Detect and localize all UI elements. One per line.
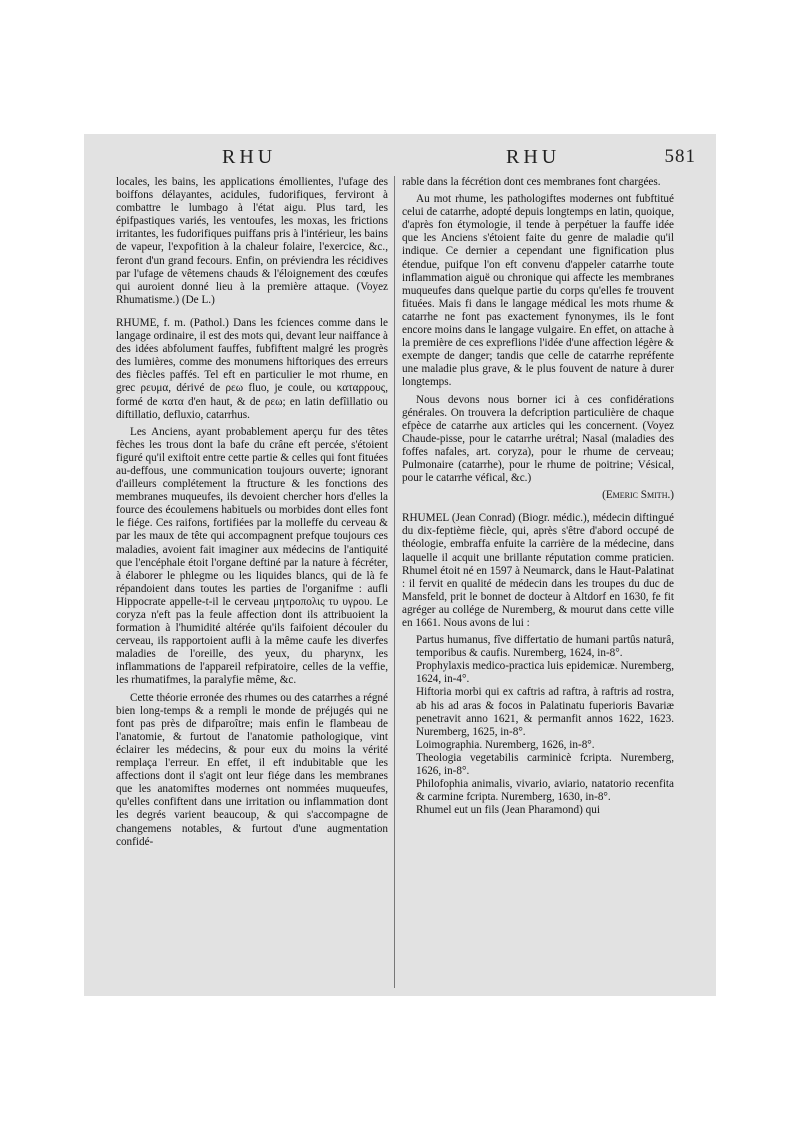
right-paragraph-rhumel-entry: RHUMEL (Jean Conrad) (Biogr. médic.), médecin diftingué du dix-feptième fiècle, qui, après s'être d'abord occupé de théologie, embraffa enfuite la carrière de la médecine, dans laquelle il acquit une brillante réputation comme praticien. Rhumel étoit né en 1597 à Neumarck, dans le Haut-Palatinat : il fervit en qualité de médecin dans les troupes du duc de Mansfeld, prit le bonnet de docteur à Altdorf en 1630, fe fit agréger au collége de Nuremberg, & mourut dans cette ville en 1661. Nous avons de lui : xyxy=(402,512,674,629)
bibliography-entry: Hiftoria morbi qui ex caftris ad raftra, à raftris ad rostra, ab his ad aras & focos in Palatinatu fuperioris Bavariæ penetravit anno 1621, & permanfit annos 1622, 1623. Nuremberg, 1625, in-8°. xyxy=(416,686,674,738)
left-column xyxy=(116,176,388,853)
right-paragraph: rable dans la fécrétion dont ces membranes font chargées. xyxy=(402,176,661,188)
running-header xyxy=(84,146,716,172)
left-paragraph: locales, les bains, les applications émollientes, l'ufage des boiffons délayantes, acidules, fudorifiques, ferviront à combattre le lumbago à l'état aigu. Plus tard, les épifpastiques variés, les ventoufes, les moxas, les frictions irritantes, les fudorifiques puiffans pris à l'intérieur, les bains de vapeur, l'expofition à la chaleur folaire, l'exercice, &c., feront d'un grand fecours. Enfin, on préviendra les récidives par l'ufage de vêtemens chauds & l'éloignement des cœufes qui auroient donné lieu à la première attaque. (Voyez Rhumatisme.) (De L.) xyxy=(116,176,388,306)
bibliography-entry: Theologia vegetabilis carminicè fcripta. Nuremberg, 1626, in-8°. xyxy=(416,751,674,778)
right-column xyxy=(402,176,674,821)
left-paragraph-rhume-entry: RHUME, f. m. (Pathol.) Dans les fciences comme dans le langage ordinaire, il est des mots qui, devant leur naiffance à des idées abfolument fauffes, fubfiftent malgré les progrès des lumières, comme des monumens hiftoriques des erreurs des fiècles paffés. Tel eft en particulier le mot rhume, en grec ρευμα, dérivé de ρεω fluo, je coule, ou καταρρους, formé de κατα d'en haut, & de ρεω; en latin defîillatio ou diftillatio, defluxio, catarrhus. xyxy=(116,316,388,421)
bibliography-entry: Philofophia animalis, vivario, aviario, natatorio recenfita & carmine fcripta. Nuremberg, 1630, in-8°. xyxy=(416,778,674,804)
running-head-right: RHU xyxy=(506,146,561,168)
scanned-page xyxy=(84,134,716,996)
right-paragraph: Au mot rhume, les pathologiftes modernes ont fubftitué celui de catarrhe, adopté depuis longtemps en latin, quoique, d'après fon étymologie, il tende à perpétuer la fauffe idée que les Anciens s'étoient faite du genre de maladie qu'il indique. Ce dernier a cependant une fignification plus étendue, puifque l'on eft convenu d'appeler catarrhe toute inflammation aiguë ou chronique qui affecte les membranes muqueufes dans quelque partie du corps qu'elles fe trouvent fituées. Mais fi dans le langage médical les mots rhume & catarrhe ne font pas exactement fynonymes, ils le font encore moins dans le langage vulgaire. En effet, on attache à la première de ces expreflions l'idée d'une affection légère & exempte de danger; tandis que celle de catarrhe repréfente une maladie plus grave, & le plus fouvent de nature à durer longtemps. xyxy=(402,193,674,389)
author-signature: (Emeric Smith.) xyxy=(602,489,674,502)
page-number: 581 xyxy=(664,146,696,167)
running-head-left: RHU xyxy=(222,146,277,168)
bibliography-entry: Loimographia. Nuremberg, 1626, in-8°. xyxy=(416,738,595,751)
bibliography-entry: Partus humanus, fîve differtatio de humani partûs naturâ, temporibus & caufis. Nuremberg, 1624, in-8°. xyxy=(416,634,674,660)
left-paragraph: Cette théorie erronée des rhumes ou des catarrhes a régné bien long-temps & a rempli le monde de préjugés qui ne font pas près de difparoître; mais enfin le flambeau de l'anatomie, & furtout de l'anatomie pathologique, vint éclairer les médecins, & pour eux du moins la vérité remplaça l'erreur. En effet, il eft indubitable que les affections dont il s'agit ont leur fiége dans les membranes que les anatomiftes modernes ont nommées muqueufes, qu'elles confiftent dans une irritation ou inflammation dont les degrés varient beaucoup, & qui s'accompagne de changemens notables, & furtout d'une augmentation confidé- xyxy=(116,691,388,848)
left-paragraph: Les Anciens, ayant probablement aperçu fur des têtes fèches les trous dont la bafe du crâne eft percée, s'étoient figuré qu'il exiftoit entre cette partie & celles qui font fituées au-deffous, une communication toujours ouverte; ignorant d'ailleurs complétement la ftructure & les fonctions des membranes muqueufes, ils devoient chercher hors d'elles la fource des écoulemens habituels ou morbides dont elles font le fiége. Ces raifons, fortifiées par la molleffe du cerveau & par les maux de tête qui accompagnent prefque toujours ces maladies, avoient fait imaginer aux médecins de l'antiquité que l'encéphale étoit l'organe deftiné par la nature à fécréter, à élaborer le phlegme ou les liquides blancs, qui de là fe répandoient dans toutes les parties de l'organifme : aufli Hippocrate appelle-t-il le cerveau μητροπολις τυ υγρου. Le coryza n'eft pas la feule affection dont ils attribuoient la formation à l'humidité altérée qu'ils faifoient découler du cerveau, ils rapportoient aufli à la même caufe les diverfes maladies de l'oreille, des yeux, du pharynx, les inflammations de l'appareil refpiratoire, celles de la veffie, les rhumatifmes, la paralyfie même, &c. xyxy=(116,425,388,687)
right-paragraph: Rhumel eut un fils (Jean Pharamond) qui xyxy=(416,804,600,817)
column-divider xyxy=(394,176,395,988)
right-paragraph: Nous devons nous borner ici à ces confidérations générales. On trouvera la defcription particulière de chaque efpèce de catarrhe aux articles qui les concernent. (Voyez Chaude-pisse, pour le catarrhe urétral; Nasal (maladies des foffes nafales, art. coryza), pour le rhume de cerveau; Pulmonaire (catarrhe), pour le rhume de poitrine; Vésical, pour le catarrhe véfical, &c.) xyxy=(402,393,674,485)
bibliography-entry: Prophylaxis medico-practica luis epidemicæ. Nuremberg, 1624, in-4°. xyxy=(416,660,674,686)
